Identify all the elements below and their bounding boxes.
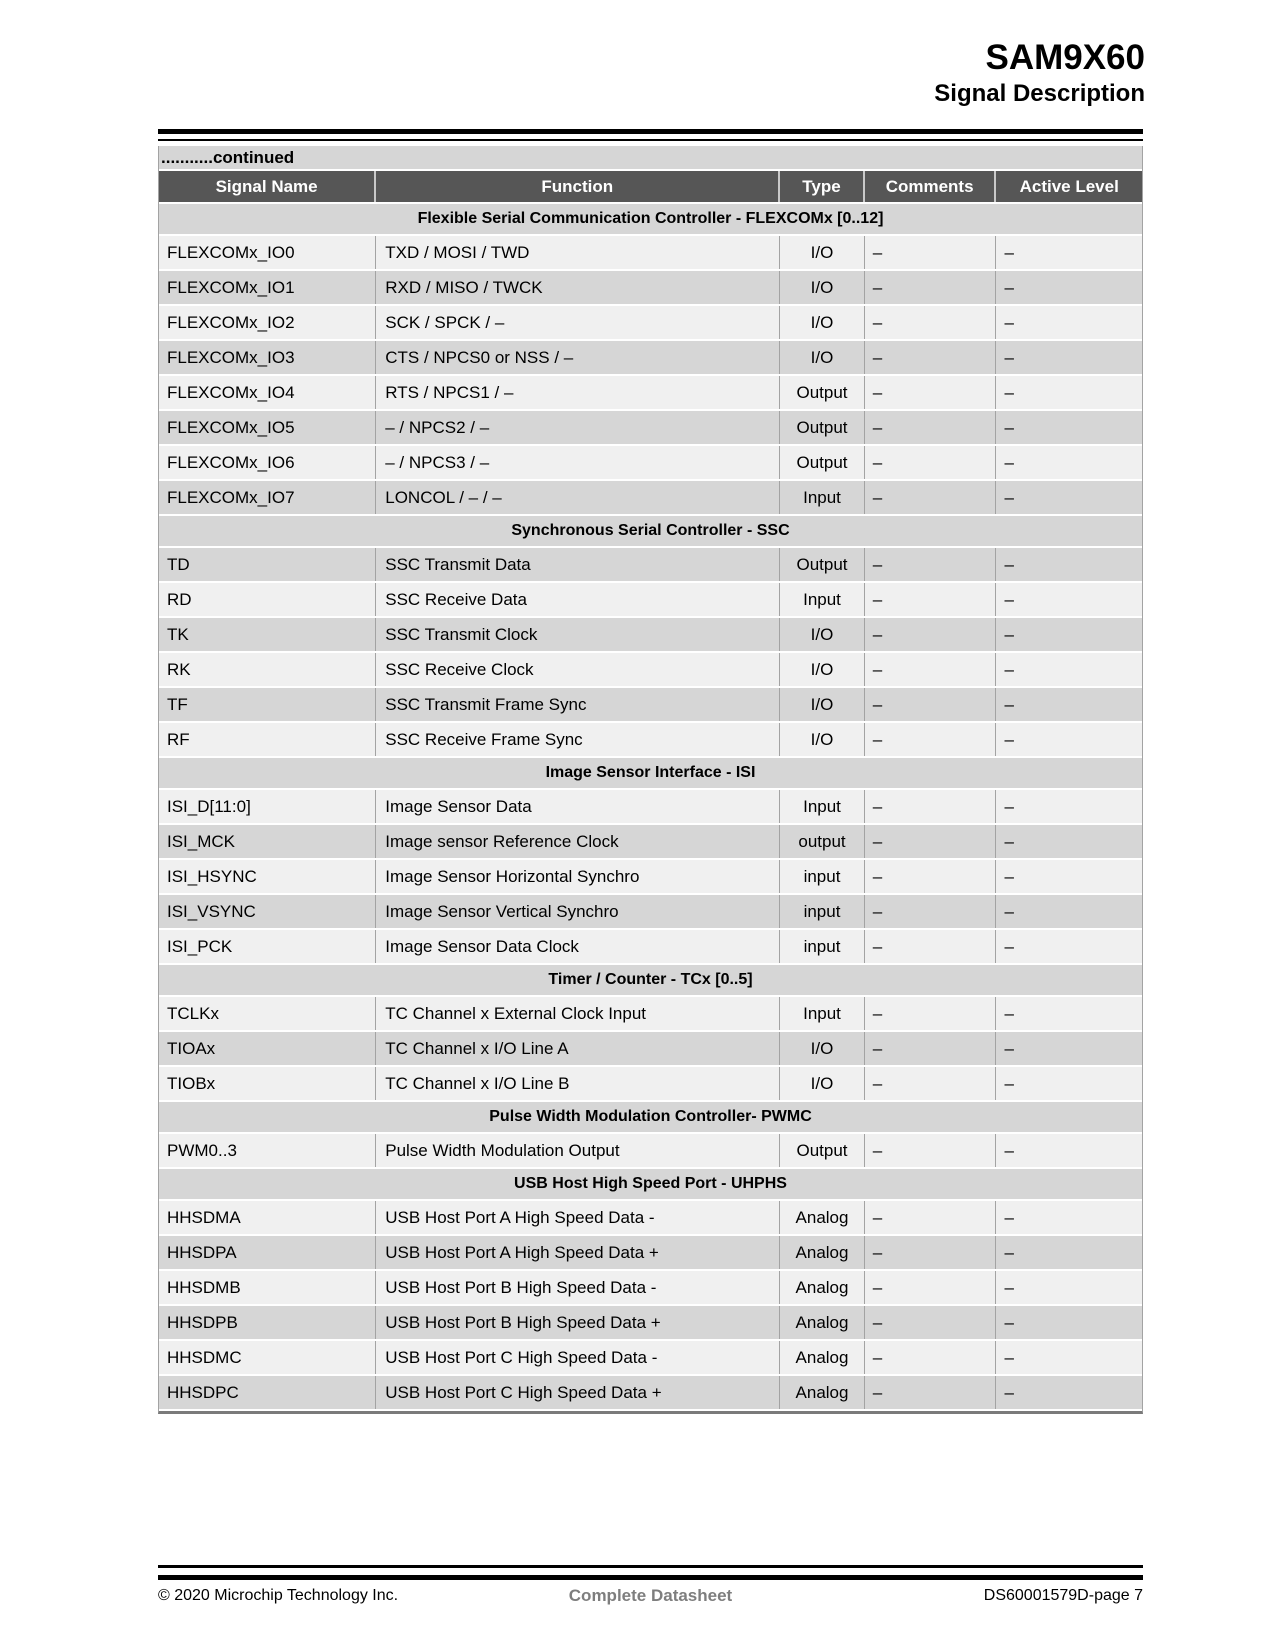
- signal-comments: –: [865, 688, 997, 721]
- continued-label: ...........continued: [161, 147, 295, 167]
- signal-active-level: –: [1004, 382, 1014, 402]
- table-row: [159, 895, 1142, 930]
- signal-active-level: –: [1004, 554, 1014, 574]
- signal-type: Analog: [780, 1306, 865, 1339]
- table-row: [159, 271, 1142, 306]
- signal-function: Image Sensor Vertical Synchro: [376, 895, 780, 928]
- signal-comments: –: [865, 1306, 997, 1339]
- signal-function: LONCOL / – / –: [376, 481, 780, 514]
- signal-comments: –: [865, 306, 997, 339]
- footer-document-name: Complete Datasheet: [568, 1586, 733, 1605]
- signal-active-level: –: [1004, 659, 1014, 679]
- signal-name: FLEXCOMx_IO5: [159, 411, 376, 444]
- section-title: Timer / Counter - TCx [0..5]: [548, 971, 753, 988]
- table-header-row: [159, 171, 1142, 204]
- signal-type: I/O: [780, 1032, 865, 1065]
- signal-active-level: –: [1004, 694, 1014, 714]
- signal-function: CTS / NPCS0 or NSS / –: [376, 341, 780, 374]
- signal-name: RD: [159, 583, 376, 616]
- section-header-row: [159, 1102, 1142, 1134]
- table-row: [159, 446, 1142, 481]
- signal-comments: –: [865, 341, 997, 374]
- signal-active-level: –: [1004, 452, 1014, 472]
- signal-name: HHSDPB: [159, 1306, 376, 1339]
- signal-type: I/O: [780, 1067, 865, 1100]
- signal-active-level: –: [1004, 242, 1014, 262]
- signal-active-level: –: [1004, 347, 1014, 367]
- signal-name: FLEXCOMx_IO6: [159, 446, 376, 479]
- signal-type: I/O: [780, 271, 865, 304]
- signal-name: PWM0..3: [159, 1134, 376, 1167]
- table-continued-row: [159, 146, 1142, 171]
- signal-type: Analog: [780, 1271, 865, 1304]
- signal-function: Image Sensor Horizontal Synchro: [376, 860, 780, 893]
- signal-name: FLEXCOMx_IO3: [159, 341, 376, 374]
- signal-name: TD: [159, 548, 376, 581]
- section-header-row: [159, 204, 1142, 236]
- signal-type: Input: [780, 481, 865, 514]
- signal-function: USB Host Port A High Speed Data -: [376, 1201, 780, 1234]
- table-row: [159, 1341, 1142, 1376]
- table-row: [159, 411, 1142, 446]
- section-header-row: [159, 516, 1142, 548]
- signal-comments: –: [865, 481, 997, 514]
- header-divider: [158, 129, 1143, 141]
- signal-type: I/O: [780, 618, 865, 651]
- signal-function: SSC Receive Clock: [376, 653, 780, 686]
- section-title: Pulse Width Modulation Controller- PWMC: [489, 1108, 812, 1125]
- table-row: [159, 930, 1142, 965]
- signal-name: HHSDPC: [159, 1376, 376, 1409]
- signal-type: Output: [780, 411, 865, 444]
- signal-name: TCLKx: [159, 997, 376, 1030]
- section-header-row: [159, 965, 1142, 997]
- table-row: [159, 790, 1142, 825]
- signal-name: HHSDMC: [159, 1341, 376, 1374]
- signal-comments: –: [865, 895, 997, 928]
- signal-type: Input: [780, 790, 865, 823]
- table-row: [159, 481, 1142, 516]
- signal-comments: –: [865, 825, 997, 858]
- signal-active-level: –: [1004, 624, 1014, 644]
- signal-name: HHSDPA: [159, 1236, 376, 1269]
- signal-function: USB Host Port B High Speed Data +: [376, 1306, 780, 1339]
- signal-function: SSC Receive Frame Sync: [376, 723, 780, 756]
- signal-type: input: [780, 860, 865, 893]
- signal-name: HHSDMB: [159, 1271, 376, 1304]
- signal-comments: –: [865, 1236, 997, 1269]
- signal-function: – / NPCS2 / –: [376, 411, 780, 444]
- table-row: [159, 548, 1142, 583]
- signal-type: input: [780, 895, 865, 928]
- signal-function: TC Channel x I/O Line B: [376, 1067, 780, 1100]
- signal-type: I/O: [780, 653, 865, 686]
- footer-divider-thick-line: [158, 1575, 1143, 1580]
- signal-name: TIOAx: [159, 1032, 376, 1065]
- signal-active-level: –: [1004, 589, 1014, 609]
- section-title: Image Sensor Interface - ISI: [545, 764, 756, 781]
- signal-active-level: –: [1004, 936, 1014, 956]
- signal-function: USB Host Port C High Speed Data +: [376, 1376, 780, 1409]
- table-row: [159, 1236, 1142, 1271]
- table-row: [159, 583, 1142, 618]
- section-header-row: [159, 758, 1142, 790]
- signal-comments: –: [865, 583, 997, 616]
- signal-active-level: –: [1004, 277, 1014, 297]
- signal-function: SSC Transmit Clock: [376, 618, 780, 651]
- table-row: [159, 860, 1142, 895]
- signal-active-level: –: [1004, 796, 1014, 816]
- column-header-function: Function: [376, 171, 780, 202]
- signal-name: TIOBx: [159, 1067, 376, 1100]
- table-row: [159, 1376, 1142, 1411]
- signal-comments: –: [865, 1067, 997, 1100]
- signal-function: Image Sensor Data Clock: [376, 930, 780, 963]
- signal-function: SSC Transmit Frame Sync: [376, 688, 780, 721]
- signal-comments: –: [865, 653, 997, 686]
- signal-function: RXD / MISO / TWCK: [376, 271, 780, 304]
- signal-function: USB Host Port C High Speed Data -: [376, 1341, 780, 1374]
- signal-type: Analog: [780, 1201, 865, 1234]
- section-title: Synchronous Serial Controller - SSC: [511, 522, 790, 539]
- signal-active-level: –: [1004, 866, 1014, 886]
- signal-function: TC Channel x External Clock Input: [376, 997, 780, 1030]
- signal-type: Analog: [780, 1341, 865, 1374]
- signal-comments: –: [865, 1134, 997, 1167]
- signal-type: I/O: [780, 306, 865, 339]
- signal-name: FLEXCOMx_IO4: [159, 376, 376, 409]
- signal-name: ISI_D[11:0]: [159, 790, 376, 823]
- signal-function: TXD / MOSI / TWD: [376, 236, 780, 269]
- document-title: SAM9X60: [985, 38, 1145, 77]
- signal-type: I/O: [780, 688, 865, 721]
- signal-type: input: [780, 930, 865, 963]
- signal-active-level: –: [1004, 729, 1014, 749]
- signal-comments: –: [865, 548, 997, 581]
- signal-name: FLEXCOMx_IO7: [159, 481, 376, 514]
- signal-comments: –: [865, 411, 997, 444]
- signal-type: Input: [780, 583, 865, 616]
- table-row: [159, 653, 1142, 688]
- signal-name: ISI_PCK: [159, 930, 376, 963]
- table-row: [159, 688, 1142, 723]
- signal-type: Analog: [780, 1376, 865, 1409]
- signal-active-level: –: [1004, 487, 1014, 507]
- section-title: USB Host High Speed Port - UHPHS: [514, 1175, 787, 1192]
- table-row: [159, 723, 1142, 758]
- signal-active-level: –: [1004, 1140, 1014, 1160]
- signal-active-level: –: [1004, 1003, 1014, 1023]
- signal-function: Image sensor Reference Clock: [376, 825, 780, 858]
- signal-function: RTS / NPCS1 / –: [376, 376, 780, 409]
- signal-comments: –: [865, 723, 997, 756]
- signal-type: Output: [780, 446, 865, 479]
- signal-function: SSC Receive Data: [376, 583, 780, 616]
- signal-comments: –: [865, 997, 997, 1030]
- signal-active-level: –: [1004, 901, 1014, 921]
- table-row: [159, 1067, 1142, 1102]
- table-row: [159, 236, 1142, 271]
- table-row: [159, 997, 1142, 1032]
- signal-comments: –: [865, 446, 997, 479]
- signal-type: I/O: [780, 341, 865, 374]
- table-row: [159, 1201, 1142, 1236]
- signal-type: Output: [780, 548, 865, 581]
- signal-comments: –: [865, 790, 997, 823]
- signal-function: Image Sensor Data: [376, 790, 780, 823]
- signal-active-level: –: [1004, 1207, 1014, 1227]
- column-header-signal-name: Signal Name: [159, 171, 376, 202]
- table-row: [159, 618, 1142, 653]
- document-subtitle: Signal Description: [934, 79, 1145, 107]
- signal-active-level: –: [1004, 1347, 1014, 1367]
- table-row: [159, 376, 1142, 411]
- signal-name: ISI_VSYNC: [159, 895, 376, 928]
- signal-name: HHSDMA: [159, 1201, 376, 1234]
- signal-type: Input: [780, 997, 865, 1030]
- table-row: [159, 1306, 1142, 1341]
- section-title: Flexible Serial Communication Controller - FLEXCOMx [0..12]: [417, 210, 884, 227]
- signal-name: RK: [159, 653, 376, 686]
- signal-name: TK: [159, 618, 376, 651]
- column-header-type: Type: [780, 171, 865, 202]
- table-row: [159, 1271, 1142, 1306]
- signal-active-level: –: [1004, 1277, 1014, 1297]
- signal-function: USB Host Port B High Speed Data -: [376, 1271, 780, 1304]
- signal-active-level: –: [1004, 1242, 1014, 1262]
- signal-name: FLEXCOMx_IO0: [159, 236, 376, 269]
- signal-type: Output: [780, 1134, 865, 1167]
- table-row: [159, 1032, 1142, 1067]
- signal-comments: –: [865, 236, 997, 269]
- column-header-comments: Comments: [865, 171, 997, 202]
- header-divider-thin-line: [158, 139, 1143, 141]
- signal-comments: –: [865, 930, 997, 963]
- signal-type: output: [780, 825, 865, 858]
- signal-comments: –: [865, 1376, 997, 1409]
- signal-comments: –: [865, 1032, 997, 1065]
- signal-name: FLEXCOMx_IO1: [159, 271, 376, 304]
- signal-function: TC Channel x I/O Line A: [376, 1032, 780, 1065]
- signal-type: Output: [780, 376, 865, 409]
- table-row: [159, 825, 1142, 860]
- signal-active-level: –: [1004, 1073, 1014, 1093]
- signal-type: Analog: [780, 1236, 865, 1269]
- table-row: [159, 341, 1142, 376]
- table-row: [159, 1134, 1142, 1169]
- column-header-active-level: Active Level: [1019, 176, 1119, 196]
- signal-name: ISI_MCK: [159, 825, 376, 858]
- signal-active-level: –: [1004, 417, 1014, 437]
- signal-active-level: –: [1004, 312, 1014, 332]
- signal-name: TF: [159, 688, 376, 721]
- signal-active-level: –: [1004, 1038, 1014, 1058]
- signal-description-table: [158, 146, 1143, 1414]
- signal-function: – / NPCS3 / –: [376, 446, 780, 479]
- document-header: [934, 40, 1145, 108]
- signal-name: ISI_HSYNC: [159, 860, 376, 893]
- signal-comments: –: [865, 271, 997, 304]
- table-row: [159, 306, 1142, 341]
- footer-copyright: © 2020 Microchip Technology Inc.: [158, 1587, 399, 1604]
- signal-function: SSC Transmit Data: [376, 548, 780, 581]
- signal-comments: –: [865, 860, 997, 893]
- section-header-row: [159, 1169, 1142, 1201]
- signal-comments: –: [865, 376, 997, 409]
- signal-function: Pulse Width Modulation Output: [376, 1134, 780, 1167]
- page-footer: [158, 1565, 1143, 1607]
- signal-comments: –: [865, 1201, 997, 1234]
- table-rows: [159, 204, 1142, 1411]
- signal-name: RF: [159, 723, 376, 756]
- signal-active-level: –: [1004, 1312, 1014, 1332]
- footer-page-number: DS60001579D-page 7: [983, 1587, 1143, 1604]
- signal-function: SCK / SPCK / –: [376, 306, 780, 339]
- signal-active-level: –: [1004, 1382, 1014, 1402]
- signal-comments: –: [865, 1271, 997, 1304]
- signal-name: FLEXCOMx_IO2: [159, 306, 376, 339]
- signal-active-level: –: [1004, 831, 1014, 851]
- signal-comments: –: [865, 1341, 997, 1374]
- signal-comments: –: [865, 618, 997, 651]
- signal-function: USB Host Port A High Speed Data +: [376, 1236, 780, 1269]
- signal-type: I/O: [780, 723, 865, 756]
- signal-type: I/O: [780, 236, 865, 269]
